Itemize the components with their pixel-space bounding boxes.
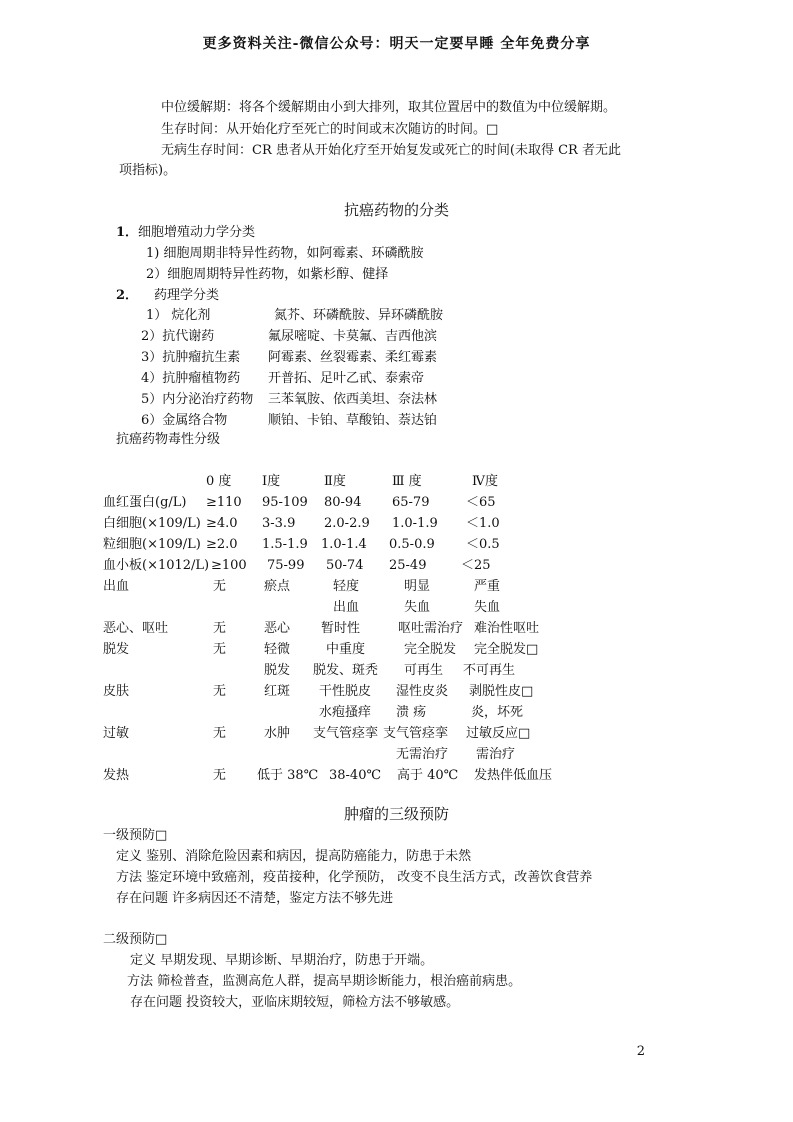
table-row [0,768,793,786]
table-cell: 1.0-1.4 [321,537,367,552]
table-cell: 支气管痉挛 [383,726,449,741]
table-cell: ≥110 [206,495,242,510]
table-cell: 脱发、斑秃 [313,663,379,678]
table-cell: 明显 [404,579,431,594]
table-cell: 完全脱发□ [474,642,539,657]
table-cell: 脱发 [103,642,130,657]
table-cell: 过敏 [103,726,130,741]
table-cell: 严重 [474,579,501,594]
table-cell: 75-99 [267,558,305,573]
pharm-item-drugs: 氟尿嘧啶、卡莫氟、吉西他滨 [268,329,438,344]
primary-prevention-definition: 定义 鉴别、消除危险因素和病因，提高防癌能力，防患于未然 [116,849,472,864]
table-cell: 50-74 [326,558,364,573]
section-1-number: 1． [116,225,139,240]
table-cell: 出血 [333,600,360,615]
table-cell: 中重度 [326,642,366,657]
page-number: 2 [636,1044,645,1059]
pharm-item-drugs: 氮芥、环磷酰胺、异环磷酰胺 [274,308,444,323]
toxicity-title: 抗癌药物毒性分级 [116,432,221,447]
table-cell: 发热 [103,768,130,783]
table-cell: ＜25 [461,558,491,573]
kinetics-item-1: 1) 细胞周期非特异性药物，如阿霉素、环磷酰胺 [146,246,424,261]
table-cell: 3-3.9 [262,516,296,531]
table-cell: 血红蛋白(g/L) [103,495,187,510]
table-cell: 瘀点 [264,579,291,594]
table-cell: 溃 疡 [396,705,427,720]
table-cell: 炎，坏死 [471,705,524,720]
definition-survival-time: 生存时间：从开始化疗至死亡的时间或末次随访的时间。□ [161,122,499,137]
table-cell: 白细胞(×109/L) [103,516,201,531]
table-cell: 干性脱皮 [319,684,372,699]
table-cell: 恶心、呕吐 [103,621,169,636]
table-cell: 可再生 [404,663,444,678]
table-row [0,705,793,723]
classification-section-1 [116,225,255,241]
table-row [0,516,793,534]
table-cell: 难治性呕吐 [474,621,540,636]
table-cell: 完全脱发 [404,642,457,657]
table-cell: 25-49 [389,558,427,573]
definition-disease-free-survival: 无病生存时间：CR 患者从开始化疗至开始复发或死亡的时间(未取得 CR 者无此 [161,143,621,158]
table-cell: ≥100 [211,558,247,573]
classification-section-2 [116,288,219,304]
section-1-label: 细胞增殖动力学分类 [138,225,256,240]
secondary-prevention-title: 二级预防□ [103,932,168,947]
pharm-item-drugs: 阿霉素、丝裂霉素、柔红霉素 [268,350,438,365]
table-row [0,579,793,597]
pharm-item-drugs: 开普拓、足叶乙甙、泰索帝 [268,371,425,386]
table-cell: 失血 [404,600,431,615]
table-cell: 水疱搔痒 [319,705,372,720]
grade-header: Ⅳ度 [472,474,498,489]
table-cell: 血小板(×1012/L) [103,558,210,573]
section-2-label: 药理学分类 [154,288,220,303]
table-row [0,537,793,555]
pharm-item-name: 5）内分泌治疗药物 [141,392,254,407]
table-cell: 失血 [474,600,501,615]
secondary-prevention-method: 方法 筛检普查，监测高危人群，提高早期诊断能力，根治癌前病患。 [127,974,522,989]
table-row [0,642,793,660]
table-cell: 粒细胞(×109/L) [103,537,201,552]
table-cell: 高于 40℃ [397,768,459,783]
table-cell: 38-40℃ [329,768,382,783]
table-cell: ≥2.0 [206,537,238,552]
primary-prevention-title: 一级预防□ [103,828,168,843]
grade-header: 0 度 [206,474,232,489]
table-row [0,747,793,765]
table-row [0,621,793,639]
table-cell: 80-94 [324,495,362,510]
table-cell: ≥4.0 [206,516,238,531]
table-cell: 1.5-1.9 [262,537,308,552]
definition-median-remission: 中位缓解期：将各个缓解期由小到大排列，取其位置居中的数值为中位缓解期。 [161,100,617,115]
table-cell: ＜0.5 [466,537,500,552]
table-cell: 0.5-0.9 [389,537,435,552]
prevention-title: 肿瘤的三级预防 [343,805,449,823]
table-cell: 65-79 [392,495,430,510]
grade-header: Ⅰ度 [262,474,281,489]
table-cell: 无 [213,684,227,699]
table-cell: 暂时性 [321,621,361,636]
table-cell: 不可再生 [463,663,516,678]
table-cell: 发热伴低血压 [474,768,553,783]
toxicity-header-row [0,474,793,492]
table-cell: 脱发 [264,663,291,678]
table-cell: 1.0-1.9 [392,516,438,531]
table-cell: 无需治疗 [396,747,449,762]
table-cell: ＜1.0 [466,516,500,531]
table-cell: 95-109 [262,495,308,510]
table-cell: 轻微 [264,642,291,657]
table-cell: 无 [213,579,227,594]
table-row [0,663,793,681]
table-row [0,495,793,513]
table-row [0,600,793,618]
page-header: 更多资料关注-微信公众号：明天一定要早睡 全年免费分享 [202,36,591,52]
table-cell: 无 [213,726,227,741]
pharm-item-name: 4）抗肿瘤植物药 [141,371,241,386]
kinetics-item-2: 2）细胞周期特异性药物，如紫杉醇、健择 [146,267,389,282]
section-2-number: 2． [116,288,139,303]
table-cell: 水肿 [264,726,291,741]
table-cell: ＜65 [466,495,496,510]
table-cell: 无 [213,642,227,657]
table-cell: 低于 38℃ [257,768,319,783]
classification-title: 抗癌药物的分类 [343,201,449,219]
pharm-item-name: 2）抗代谢药 [141,329,215,344]
grade-header: Ⅲ 度 [392,474,422,489]
pharm-item-drugs: 三苯氧胺、依西美坦、奈法林 [268,392,438,407]
grade-header: Ⅱ度 [324,474,346,489]
table-cell: 恶心 [264,621,291,636]
primary-prevention-method: 方法 鉴定环境中致癌剂，疫苗接种，化学预防， 改变不良生活方式，改善饮食营养 [116,870,593,885]
table-cell: 需治疗 [476,747,516,762]
table-cell: 2.0-2.9 [324,516,370,531]
table-cell: 支气管痉挛 [313,726,379,741]
secondary-prevention-issues: 存在问题 投资较大，亚临床期较短，筛检方法不够敏感。 [130,995,460,1010]
table-cell: 出血 [103,579,130,594]
pharm-item-name: 3）抗肿瘤抗生素 [141,350,241,365]
table-cell: 剥脱性皮□ [469,684,534,699]
table-cell: 无 [213,621,227,636]
table-cell: 湿性皮炎 [396,684,449,699]
table-row [0,684,793,702]
table-cell: 呕吐需治疗 [398,621,464,636]
table-cell: 红斑 [264,684,291,699]
pharm-item-name: 6）金属络合物 [141,413,228,428]
definition-disease-free-survival-cont: 项指标)。 [119,163,177,178]
table-cell: 无 [213,768,227,783]
table-row [0,726,793,744]
primary-prevention-issues: 存在问题 许多病因还不清楚，鉴定方法不够先进 [116,891,394,906]
table-cell: 皮肤 [103,684,130,699]
table-row [0,558,793,576]
table-cell: 过敏反应□ [466,726,531,741]
secondary-prevention-definition: 定义 早期发现、早期诊断、早期治疗，防患于开端。 [130,953,434,968]
table-cell: 轻度 [333,579,360,594]
pharm-item-name: 1） 烷化剂 [146,308,211,323]
pharm-item-drugs: 顺铂、卡铂、草酸铂、萘达铂 [268,413,438,428]
